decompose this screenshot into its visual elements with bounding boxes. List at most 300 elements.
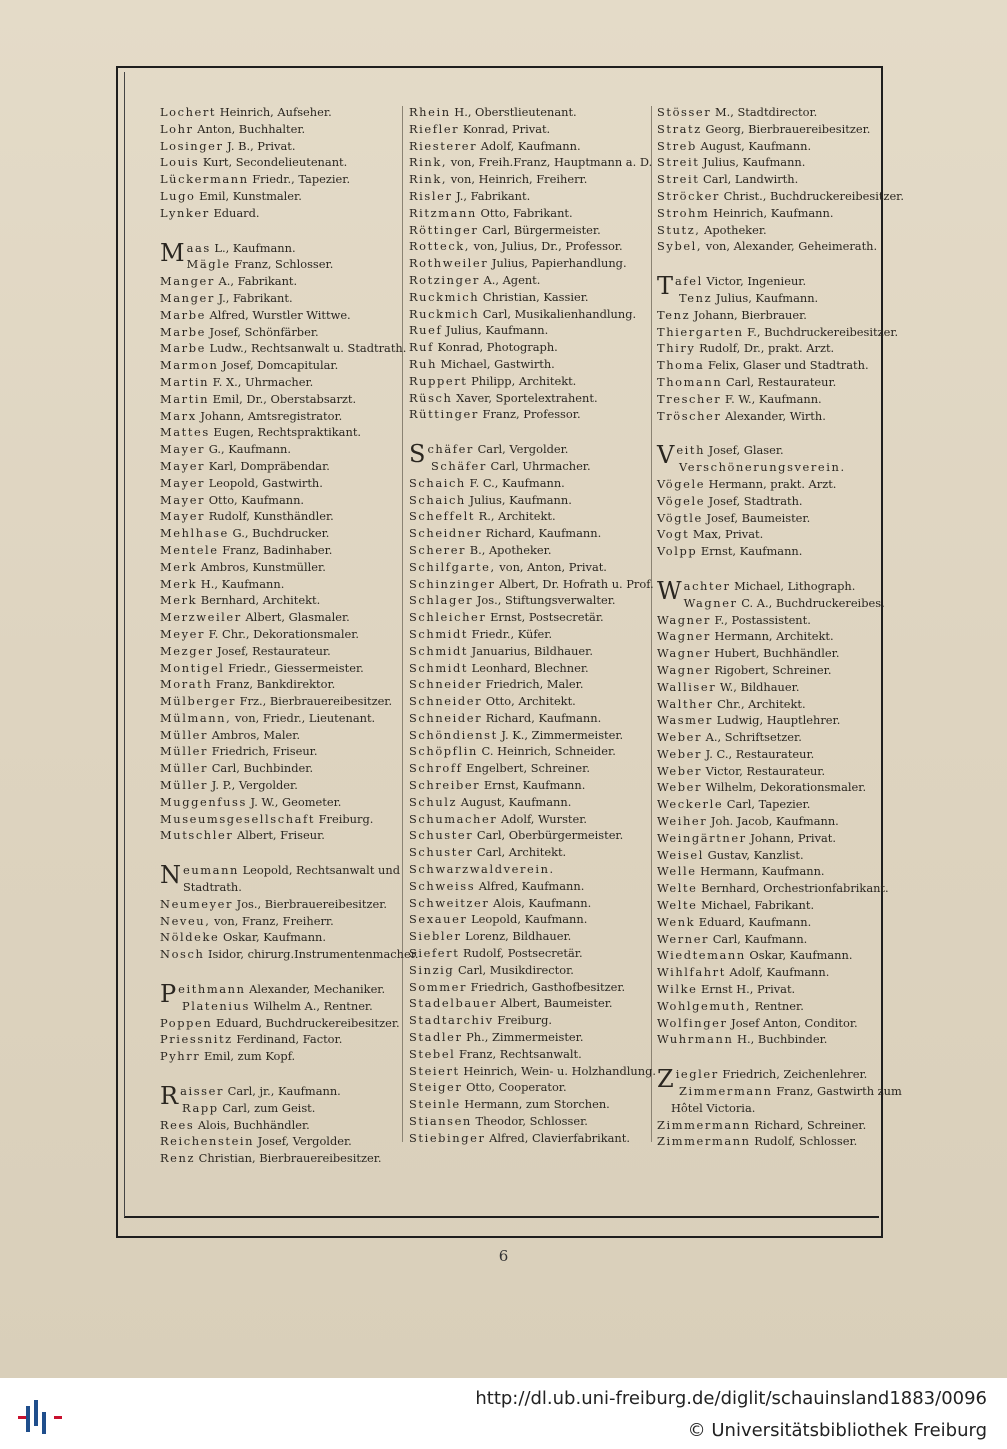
member-surname: Röttinger [409,222,479,237]
member-entry [657,526,897,543]
member-details: Ludw., Rechtsanwalt u. Stadtrath. [205,341,407,356]
member-entry [160,324,400,341]
member-details: Christian, Kassier. [479,289,589,304]
member-surname: Tenz [657,307,691,322]
member-details: August, Kaufmann. [457,794,572,809]
member-details: Alois, Kaufmann. [489,895,592,910]
member-entry [409,626,649,643]
member-surname: Strohm [657,205,710,220]
member-entry [657,543,897,560]
member-details: Carl, Kaufmann. [709,931,808,946]
member-surname: Reichenstein [160,1134,255,1149]
member-entry [160,1100,400,1117]
member-entry [409,104,649,121]
member-surname: Mayer [160,458,206,473]
member-details: F. Chr., Dekorationsmaler. [205,626,360,641]
member-details: von, Franz, Freiherr. [210,913,334,928]
member-entry [160,896,400,913]
member-entry [160,626,400,643]
member-surname: Muggenfuss [160,794,247,809]
section-initial-letter: V [657,441,675,470]
member-surname: Marbe [160,307,206,322]
member-surname: Lohr [160,121,194,136]
member-details: Alfred, Wurstler Wittwe. [205,307,351,322]
member-details: Carl, Tapezier. [723,797,811,812]
member-entry [409,138,649,155]
member-details: Carl, Architekt. [473,845,567,860]
member-details: Xaver, Sportelextrahent. [452,390,598,405]
member-details: Joh. Jacob, Kaufmann. [707,814,839,829]
member-details: C. Heinrich, Schneider. [477,744,616,759]
member-entry [409,844,649,861]
member-details: G., Buchdrucker. [228,526,330,541]
member-details: F., Buchdruckereibesitzer. [743,324,899,339]
member-details: Eduard, Buchdruckereibesitzer. [212,1015,400,1030]
section-initial-letter: M [160,238,185,267]
column-separator [402,106,403,1142]
member-surname: Schöpflin [409,744,478,759]
member-entry [160,1117,400,1134]
member-details: Leopold, Gastwirth. [205,475,323,490]
member-entry [160,794,400,811]
member-details: Josef Anton, Conditor. [727,1015,858,1030]
member-details: H., Buchbinder. [733,1032,828,1047]
member-surname: Weber [657,730,702,745]
member-details: R., Architekt. [475,509,556,524]
member-entry [409,306,649,323]
member-entry [657,981,897,998]
member-surname: eithmann [178,982,246,997]
member-details: Alexander, Mechaniker. [245,982,386,997]
member-surname: Trescher [657,391,722,406]
member-details: Friedrich, Friseur. [208,744,318,759]
member-details: Franz, Bankdirektor. [212,677,336,692]
member-surname: Ruckmich [409,306,480,321]
member-entry [160,307,400,324]
member-surname: Sybel, [657,239,703,254]
permalink-url[interactable]: http://dl.ub.uni-freiburg.de/diglit/schauinsland1883/0096 [475,1388,987,1409]
member-entry [409,1063,657,1080]
member-entry [160,1133,400,1150]
member-entry [160,760,400,777]
member-details: von, Heinrich, Freiherr. [447,172,588,187]
member-surname: Wilke [657,982,698,997]
university-library-logo-icon [18,1390,64,1436]
member-surname: Müller [160,727,209,742]
member-details: H., Oberstlieutenant. [450,105,577,119]
member-entry [160,998,400,1015]
member-details: Hermann, Architekt. [710,629,834,644]
member-entry [409,760,649,777]
member-surname: Ritzmann [409,205,477,220]
member-surname: Neumeyer [160,896,234,911]
member-entry [160,1048,400,1065]
member-surname: Stiansen [409,1114,472,1129]
member-details: A., Schriftsetzer. [702,730,802,745]
member-entry [160,256,400,273]
member-details: Heinrich, Aufseher. [216,105,332,119]
member-details: Friedr., Küfer. [468,626,553,641]
member-surname: Schöndienst [409,727,498,742]
member-details: Felix, Glaser und Stadtrath. [704,358,869,373]
member-entry [160,542,400,559]
member-surname: Scheidner [409,526,483,541]
member-entry [409,154,653,171]
member-entry [409,861,649,878]
member-details: Josef, Baumeister. [702,510,811,525]
member-details: W., Bildhauer. [716,679,800,694]
member-entry [657,763,897,780]
member-details: Franz, Schlosser. [230,257,334,272]
member-entry [160,676,400,693]
member-details: Julius, Kaufmann. [442,323,549,338]
member-details: Richard, Schreiner. [750,1117,867,1132]
member-surname: Mülberger [160,694,236,709]
member-details: Bernhard, Orchestrionfabrikant. [697,881,889,896]
member-surname: Lynker [160,205,210,220]
member-surname: Streb [657,138,697,153]
member-details: Victor, Ingenieur. [702,274,807,289]
member-list-column-3 [657,104,904,1150]
member-entry [160,441,400,458]
member-surname: Schulz [409,794,458,809]
section-initial-letter: P [160,980,177,1009]
member-surname: Ruef [409,323,443,338]
member-details: Otto, Cooperator. [462,1080,567,1095]
member-surname: Weber [657,780,702,795]
member-details: Engelbert, Schreiner. [462,761,590,776]
member-entry [409,710,649,727]
member-entry [657,391,897,408]
member-surname: Mülmann, [160,710,232,725]
member-details: Franz, Badinhaber. [218,542,333,557]
member-details: Richard, Kaufmann. [482,526,602,541]
library-footer [0,1378,1007,1449]
member-surname: Mezger [160,643,214,658]
member-entry [409,895,649,912]
member-surname: chäfer [427,442,474,457]
member-details: Hermann, zum Storchen. [460,1097,610,1112]
member-surname: eumann [183,863,239,878]
member-surname: Rüsch [409,390,453,405]
member-surname: Siefert [409,946,460,961]
member-details: Josef, Vergolder. [254,1134,352,1149]
member-details: von, Freih.Franz, Hauptmann a. D. [447,155,653,170]
member-details: Oskar, Kaufmann. [219,930,327,945]
page-number: 6 [498,1247,509,1265]
member-details: Leonhard, Blechner. [468,660,589,675]
section-gap [409,423,649,441]
member-surname: Sexauer [409,912,468,927]
member-surname: Schuster [409,845,474,860]
member-details: Eugen, Rechtspraktikant. [209,425,362,440]
section-gap [657,424,897,442]
member-details: Jos., Stiftungsverwalter. [473,593,616,608]
member-details: Johann, Privat. [746,830,836,845]
member-details: Rigobert, Schreiner. [710,662,832,677]
member-entry [160,660,400,677]
member-entry [657,679,897,696]
member-surname: Schreiber [409,778,481,793]
member-surname: Merk [160,559,198,574]
member-details: Januarius, Bildhauer. [468,643,593,658]
member-entry [657,222,897,239]
member-details: G., Kaufmann. [205,442,291,457]
member-entry [657,595,897,612]
member-surname: Stadler [409,1030,463,1045]
member-surname: Martin [160,391,210,406]
member-surname: Risler [409,188,453,203]
member-entry [409,609,649,626]
member-entry [409,255,649,272]
member-entry [409,1079,649,1096]
member-details: Georg, Bierbrauereibesitzer. [701,121,871,136]
member-surname: Mentele [160,542,219,557]
member-surname: Rotzinger [409,272,480,287]
member-entry [409,928,649,945]
member-surname: Lugo [160,188,196,203]
member-entry [409,643,649,660]
member-details: Michael, Lithograph. [730,578,856,593]
member-entry [657,863,897,880]
member-details: Julius, Papierhandlung. [488,256,627,271]
member-surname: Tenz [679,290,713,305]
member-surname: Ruf [409,340,434,355]
member-entry [409,727,649,744]
member-details: Apotheker. [700,222,767,237]
member-surname: Schinzinger [409,576,496,591]
member-entry [409,878,649,895]
member-entry [657,340,897,357]
member-details: Karl, Dompräbendar. [205,458,330,473]
member-entry [657,947,897,964]
member-entry [657,138,897,155]
member-surname: Schneider [409,710,483,725]
member-entry [160,475,400,492]
member-surname: Verschönerungsverein. [679,460,846,475]
member-details: Isidor, chirurg.Instrumentenmacher. [204,947,419,962]
member-details: Julius, Kaufmann. [699,155,806,170]
member-surname: Schmidt [409,660,469,675]
member-surname: Welte [657,881,698,896]
member-surname: Siebler [409,929,462,944]
member-details: Heinrich, Wein- u. Holzhandlung. [459,1063,657,1078]
member-entry [409,188,649,205]
member-details: B., Apotheker. [466,542,552,557]
member-details: Friedr., Giessermeister. [224,660,364,675]
member-surname: Platenius [182,998,250,1013]
member-surname: Museumsgesellschaft [160,811,316,826]
member-entry [409,1130,649,1147]
member-surname: Wagner [657,612,711,627]
member-surname: Stadelbauer [409,996,498,1011]
member-surname: Stratz [657,121,702,136]
member-entry [160,1015,400,1032]
member-surname: Schweiss [409,878,476,893]
member-surname: Sinzig [409,962,455,977]
member-details: Freiburg. [493,1013,553,1028]
member-entry [657,493,897,510]
member-surname: Mayer [160,475,206,490]
member-details: J. B., Privat. [223,138,296,153]
member-details: Wilhelm A., Rentner. [249,998,373,1013]
member-surname: Wagner [657,629,711,644]
section-initial-letter: N [160,861,181,890]
member-entry [657,931,897,948]
member-surname: Mayer [160,492,206,507]
member-surname: Wuhrmann [657,1032,734,1047]
member-surname: Stutz, [657,222,701,237]
member-details: Frz., Bierbrauereibesitzer. [236,694,393,709]
member-surname: Morath [160,677,213,692]
member-details: Johann, Bierbrauer. [690,307,807,322]
member-surname: Volpp [657,544,698,559]
page-border-left-rule [124,72,125,1217]
member-entry [409,962,649,979]
member-surname: Weckerle [657,797,724,812]
member-entry [657,645,897,662]
member-surname: Rotteck, [409,239,471,254]
member-entry [409,508,649,525]
member-details: Franz, Rechtsanwalt. [455,1046,582,1061]
member-entry [160,104,400,121]
member-entry [657,476,897,493]
member-details: Victor, Restaurateur. [702,763,826,778]
member-details: Alfred, Clavierfabrikant. [485,1130,630,1145]
member-details: Josef, Glaser. [705,443,784,458]
member-details: Christ., Buchdruckereibesitzer. [719,188,904,203]
member-entry [409,911,649,928]
member-details: Anton, Buchhalter. [193,121,306,136]
member-surname: Vögtle [657,510,703,525]
member-details: Josef, Schönfärber. [205,324,319,339]
member-surname: Neveu, [160,913,211,928]
member-surname: Thomann [657,374,723,389]
member-details: Carl, jr., Kaufmann. [224,1084,341,1099]
member-surname: Steiger [409,1080,463,1095]
member-surname: Sommer [409,979,468,994]
member-entry [409,676,649,693]
member-entry [409,559,649,576]
member-surname: Mayer [160,442,206,457]
member-entry [657,1015,897,1032]
member-details: Friedr., Tapezier. [248,172,351,187]
member-surname: Rees [160,1117,195,1132]
member-surname: Schlager [409,593,474,608]
member-surname: Nöldeke [160,930,220,945]
member-surname: Meyer [160,626,206,641]
member-details: Theodor, Schlosser. [471,1114,588,1129]
member-surname: Streit [657,172,700,187]
member-details: Ernst, Kaufmann. [697,544,803,559]
member-surname: Zimmermann [657,1134,751,1149]
member-surname: Riesterer [409,138,478,153]
member-entry [160,1150,400,1167]
member-details: Franz, Professor. [478,407,581,422]
member-surname: Zimmermann [679,1084,773,1099]
member-entry [657,779,897,796]
member-surname: Mayer [160,509,206,524]
member-details: Johann, Amtsregistrator. [196,408,343,423]
member-details: J., Fabrikant. [214,290,293,305]
member-entry [160,693,400,710]
member-entry [657,290,897,307]
member-surname: Vogt [657,527,690,542]
member-details: Carl, zum Geist. [218,1100,316,1115]
member-details: Bernhard, Architekt. [197,593,321,608]
member-entry [160,391,400,408]
member-details: Ferdinand, Factor. [232,1032,343,1047]
member-entry [160,205,400,222]
member-entry [160,913,400,930]
member-surname: Merzweiler [160,610,242,625]
member-details: Rudolf, Postsecretär. [459,946,583,961]
member-details: Carl, Uhrmacher. [486,458,591,473]
member-details: H., Kaufmann. [197,576,285,591]
member-details: J. C., Restaurateur. [702,746,815,761]
member-surname: Stösser [657,105,712,119]
member-details: F., Postassistent. [710,612,811,627]
section-gap [160,222,400,240]
member-details: Freiburg. [315,811,374,826]
member-details: Carl, Buchbinder. [208,761,314,776]
member-details: Alois, Buchhändler. [194,1117,310,1132]
member-entry [409,390,649,407]
member-surname: Rhein [409,105,451,119]
member-surname: Rüttinger [409,407,479,422]
member-details: Rudolf, Kunsthändler. [205,509,334,524]
member-details: Alexander, Wirth. [721,408,826,423]
section-initial-letter: W [657,576,682,605]
member-details: Julius, Kaufmann. [465,492,572,507]
member-surname: aas [186,240,211,255]
member-entry [657,205,897,222]
member-surname: Marmon [160,358,219,373]
member-entry [409,238,649,255]
member-surname: Wasmer [657,713,713,728]
member-surname: Rothweiler [409,256,489,271]
member-surname: Weber [657,763,702,778]
member-details: Ludwig, Hauptlehrer. [712,713,841,728]
member-entry [409,811,649,828]
member-surname: Rapp [182,1100,219,1115]
member-details: Konrad, Photograph. [433,340,558,355]
member-details: Albert, Glasmaler. [241,610,350,625]
member-surname: Priessnitz [160,1032,233,1047]
member-details: Rudolf, Schlosser. [750,1134,858,1149]
section-initial-letter: S [409,440,426,469]
member-details: Ambros, Maler. [208,727,301,742]
member-details: von, Friedr., Lieutenant. [231,710,376,725]
member-entry [160,273,400,290]
member-surname: iegler [675,1067,719,1082]
member-surname: Schumacher [409,811,498,826]
member-details: Adolf, Kaufmann. [477,138,581,153]
member-details: Hermann, Kaufmann. [696,864,825,879]
member-surname: Poppen [160,1015,213,1030]
member-surname: Ruckmich [409,289,480,304]
member-details: Max, Privat. [689,527,764,542]
member-details: Eduard, Kaufmann. [695,914,812,929]
section-gap [657,255,897,273]
member-entry [160,879,400,896]
member-surname: achter [683,578,731,593]
section-gap [160,1065,400,1083]
member-surname: Weisel [657,847,704,862]
member-details: August, Kaufmann. [696,138,812,153]
member-entry [160,743,400,760]
member-entry [657,897,897,914]
